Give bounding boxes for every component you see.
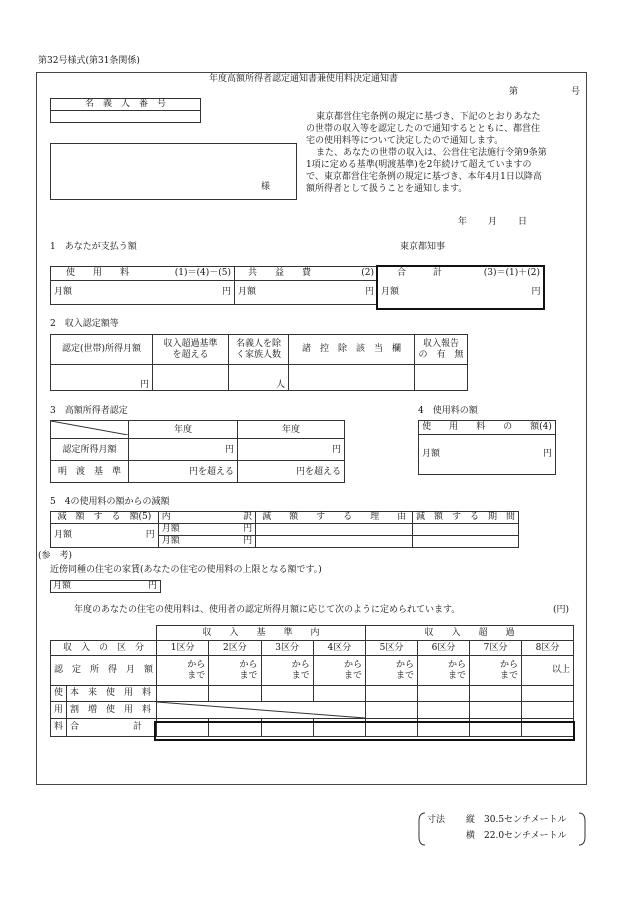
- extra-8[interactable]: [522, 702, 574, 719]
- yen-unit: 円: [331, 444, 341, 455]
- row-income-label: 認定所得月額: [51, 439, 129, 461]
- yen-unit: 円: [531, 287, 541, 298]
- base-2[interactable]: [209, 686, 261, 702]
- standard-year2[interactable]: [238, 461, 345, 483]
- total-emphasis-box: [376, 265, 545, 310]
- yen-unit: 円: [145, 530, 155, 541]
- range-2[interactable]: [209, 656, 261, 686]
- h-line: 名義人を除: [235, 339, 281, 350]
- report-value[interactable]: [415, 365, 468, 391]
- extra-7[interactable]: [470, 702, 522, 719]
- over-header: 収 入 超 過: [366, 626, 574, 641]
- reason-2[interactable]: [256, 536, 413, 548]
- h-over-standard: [153, 335, 229, 365]
- reference-label: (参 考): [38, 551, 73, 561]
- h-part: 訳: [243, 512, 253, 523]
- monthly-label: 月額: [54, 287, 73, 298]
- reference-note: 近傍同種の住宅の家賃(あなたの住宅の使用料の上限となる額です。): [50, 565, 322, 575]
- base-6[interactable]: [418, 686, 470, 702]
- base-1[interactable]: [157, 686, 209, 702]
- class-2: 2区分: [209, 641, 261, 656]
- class-7: 7区分: [470, 641, 522, 656]
- intro-line: 額所得者として扱うことを通知します。: [306, 184, 468, 194]
- base-5[interactable]: [366, 686, 418, 702]
- sec4-table: [418, 420, 556, 475]
- intro-line: また、あなたの世帯の収入は、公営住宅法施行令第9条第: [316, 148, 547, 158]
- h-line: の 有 無: [418, 349, 464, 360]
- intro-line: 1項に定める基準(明渡基準)を2年続けて超えていますの: [306, 160, 532, 170]
- intro-line: で、東京都営住宅条例の規定に基づき、本年4月1日以降高: [306, 172, 542, 182]
- base-7[interactable]: [470, 686, 522, 702]
- extra-6[interactable]: [418, 702, 470, 719]
- sec5-h-breakdown: [158, 512, 255, 524]
- doc-no-dai: 第: [509, 87, 519, 97]
- sec2-title: 2 収入認定額等: [50, 319, 119, 329]
- side-label-1: 使: [51, 686, 67, 702]
- from-label: から: [291, 660, 310, 671]
- to-label: まで: [344, 670, 363, 681]
- side-label-3: 料: [51, 719, 67, 737]
- yen-over-unit: 円を超える: [295, 466, 341, 477]
- from-label: から: [396, 660, 415, 671]
- from-label: から: [187, 660, 206, 671]
- from-label: から: [448, 660, 467, 671]
- sec1-title: 1 あなたが支払う額: [50, 242, 137, 252]
- row-total-label: 合 計: [67, 719, 157, 737]
- h-line: を超える: [172, 349, 209, 360]
- row-extra-label: 割 増 使 用 料: [67, 702, 157, 719]
- common-label: 共 益 費: [248, 268, 312, 279]
- base-3[interactable]: [261, 686, 313, 702]
- h-line: 収入超過基準: [163, 339, 218, 350]
- range-6[interactable]: [418, 656, 470, 686]
- standard-year1[interactable]: [129, 461, 238, 483]
- to-label: まで: [500, 670, 519, 681]
- from-label: から: [239, 660, 258, 671]
- usage-formula: (1)＝(4)－(5): [174, 268, 231, 279]
- sec4-value[interactable]: [419, 435, 556, 475]
- total-formula: (3)＝(1)＋(2): [483, 268, 540, 279]
- year-col-1: 年度: [129, 421, 238, 439]
- breakdown-2[interactable]: [158, 536, 255, 548]
- usage-value[interactable]: [51, 281, 235, 305]
- common-no: (2): [361, 268, 374, 279]
- sec3-title: 3 高額所得者認定: [50, 406, 128, 416]
- holder-no-label: 名 義 人 番 号: [51, 99, 201, 111]
- sec3-table: [50, 420, 345, 483]
- income-class-label: 収 入 の 区 分: [51, 641, 157, 656]
- date-month: 月: [488, 217, 498, 227]
- holder-no-value[interactable]: [51, 111, 201, 123]
- sec5-table: [50, 511, 519, 548]
- monthly-label: 月額: [54, 530, 73, 541]
- deductions-value[interactable]: [289, 365, 415, 391]
- monthly-label: 月額: [238, 287, 257, 298]
- monthly-income-label: 認 定 所 得 月 額: [51, 656, 157, 686]
- date-day: 日: [518, 217, 528, 227]
- from-label: から: [344, 660, 363, 671]
- sec4-header: 使 用 料 の 額(4): [419, 421, 556, 435]
- yen-unit: 円: [542, 449, 552, 460]
- yen-unit: 円: [243, 536, 253, 547]
- over-value[interactable]: [153, 365, 229, 391]
- form-title: 年度高額所得者認定通知書兼使用料決定通知書: [209, 74, 399, 84]
- monthly-label: 月額: [161, 536, 180, 547]
- yen-unit: 円: [224, 444, 234, 455]
- person-unit: 人: [275, 379, 285, 390]
- to-label: まで: [239, 670, 258, 681]
- to-label: まで: [187, 670, 206, 681]
- h-part: 内: [161, 512, 171, 523]
- h-family: [229, 335, 289, 365]
- yen-unit: 円: [243, 524, 253, 535]
- diagonal-line: [157, 702, 365, 718]
- addressee-suffix: 様: [261, 182, 271, 192]
- total-row-emphasis: [154, 721, 575, 741]
- sec5-amount-value[interactable]: [51, 524, 159, 548]
- usage-header: [51, 267, 235, 281]
- row-base-label: 本 来 使 用 料: [67, 686, 157, 702]
- reference-monthly: 月額: [53, 581, 72, 591]
- to-label: まで: [448, 670, 467, 681]
- class-5: 5区分: [366, 641, 418, 656]
- sec5-title: 5 4の使用料の額からの減額: [50, 497, 170, 507]
- base-4[interactable]: [313, 686, 365, 702]
- form-number: 第32号様式(第31条関係): [38, 56, 140, 66]
- governor: 東京都知事: [400, 242, 446, 252]
- intro-line: 東京都営住宅条例の規定に基づき、下記のとおりあなた: [316, 112, 541, 122]
- common-value[interactable]: [235, 281, 378, 305]
- range-5[interactable]: [366, 656, 418, 686]
- class-8: 8区分: [522, 641, 574, 656]
- class-3: 3区分: [261, 641, 313, 656]
- income-year1[interactable]: [129, 439, 238, 461]
- extra-within-diagonal: [157, 702, 366, 719]
- to-label: まで: [396, 670, 415, 681]
- family-value[interactable]: [229, 365, 289, 391]
- year-col-2: 年度: [238, 421, 345, 439]
- reason-1[interactable]: [256, 524, 413, 536]
- range-8[interactable]: [522, 656, 574, 686]
- row-standard-label: 明 渡 基 準: [51, 461, 129, 483]
- income-value[interactable]: [51, 365, 153, 391]
- sec2-table: [50, 334, 468, 391]
- h-deductions: 諸 控 除 該 当 欄: [289, 335, 415, 365]
- h-report: [415, 335, 468, 365]
- class-6: 6区分: [418, 641, 470, 656]
- side-label-2: 用: [51, 702, 67, 719]
- dim-vertical: 縦 30.5センチメートル: [466, 815, 567, 825]
- monthly-label: 月額: [381, 287, 400, 298]
- yen-unit: 円: [139, 379, 149, 390]
- monthly-label: 月額: [161, 524, 180, 535]
- base-8[interactable]: [522, 686, 574, 702]
- range-1[interactable]: [157, 656, 209, 686]
- range-3[interactable]: [261, 656, 313, 686]
- breakdown-1[interactable]: [158, 524, 255, 536]
- schedule-unit: (円): [553, 605, 570, 615]
- intro-text: [306, 111, 547, 195]
- date-year: 年: [458, 217, 468, 227]
- range-4[interactable]: [313, 656, 365, 686]
- income-year2[interactable]: [238, 439, 345, 461]
- range-7[interactable]: [470, 656, 522, 686]
- schedule-intro: 年度のあなたの住宅の使用料は、使用者の認定所得月額に応じて次のように定められています。: [74, 605, 461, 615]
- sec5-h-reason: 減 額 す る 理 由: [256, 512, 413, 524]
- h-income: 認定(世帯)所得月額: [51, 335, 153, 365]
- class-1: 1区分: [157, 641, 209, 656]
- dim-horizontal: 横 22.0センチメートル: [466, 831, 567, 841]
- class-4: 4区分: [313, 641, 365, 656]
- blank-corner: [51, 626, 157, 641]
- h-line: く家族人数: [235, 349, 281, 360]
- diagonal-line: [51, 421, 128, 435]
- above-label: 以上: [551, 665, 570, 676]
- sec5-h-period: 減 額 す る 期 間: [412, 512, 518, 524]
- reference-yen: 円: [148, 581, 158, 591]
- extra-5[interactable]: [366, 702, 418, 719]
- common-header: [235, 267, 378, 281]
- yen-over-unit: 円を超える: [188, 466, 234, 477]
- diagonal-cell: [51, 421, 129, 439]
- yen-unit: 円: [221, 287, 231, 298]
- usage-label: 使 用 料: [66, 268, 130, 279]
- h-line: 収入報告: [422, 339, 459, 350]
- sec4-title: 4 使用料の額: [418, 406, 478, 416]
- intro-line: 宅の使用料等について決定したので通知します。: [306, 136, 504, 146]
- intro-line: の世帯の収入等を認定したので通知するとともに、都営住: [306, 124, 541, 134]
- total-label: 合 計: [397, 268, 443, 279]
- from-label: から: [500, 660, 519, 671]
- yen-unit: 円: [364, 287, 374, 298]
- sec5-h-amount: 減 額 す る 額(5): [51, 512, 159, 524]
- doc-no-go: 号: [571, 87, 581, 97]
- holder-no-table: [50, 98, 201, 123]
- dim-label: 寸法: [427, 815, 446, 825]
- addressee-box[interactable]: [50, 143, 297, 200]
- monthly-label: 月額: [422, 449, 441, 460]
- period-2[interactable]: [412, 536, 518, 548]
- to-label: まで: [291, 670, 310, 681]
- within-header: 収 入 基 準 内: [157, 626, 366, 641]
- period-1[interactable]: [412, 524, 518, 536]
